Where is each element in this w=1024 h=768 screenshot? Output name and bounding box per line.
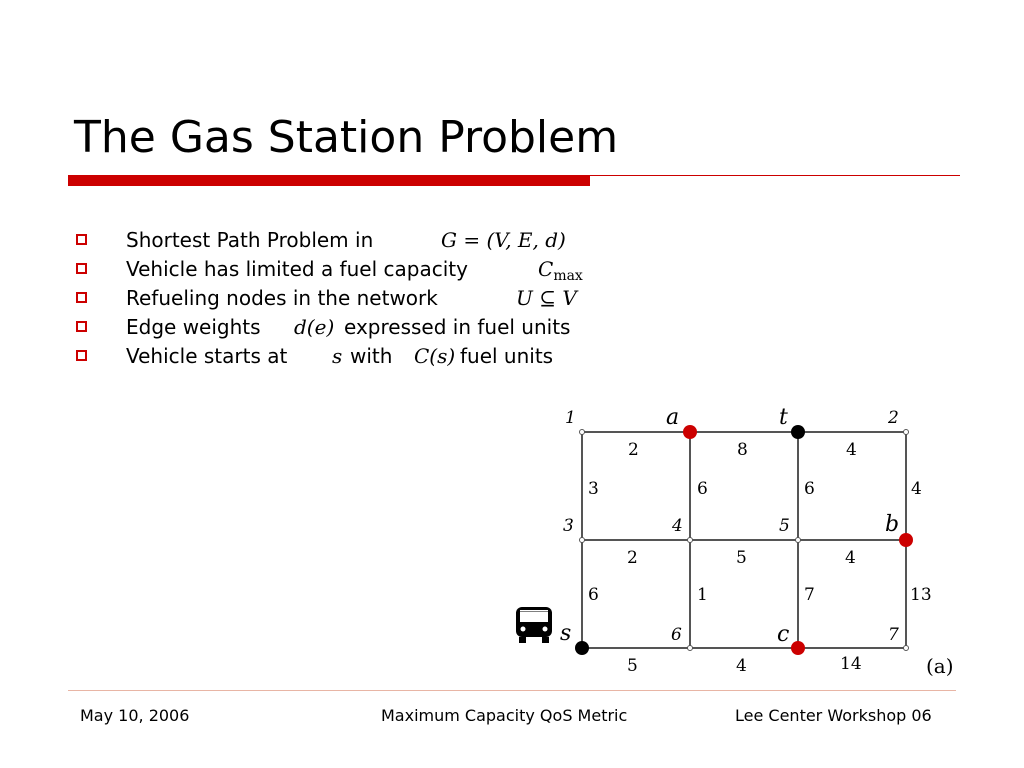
node-label: 3 [563,516,574,536]
bullet-math-main: C [538,257,554,281]
bullet-math-sub: max [553,268,583,284]
source-node-s [575,641,589,655]
bullet-math: U ⊆ V [516,286,577,310]
node-label: 1 [565,408,576,428]
node-label: 7 [888,625,899,645]
edge-weight: 3 [588,479,599,499]
bullet-math: G = (V, E, d) [441,228,566,252]
bullet-math: s [332,344,343,368]
bullet-text: Vehicle has limited a fuel capacity [126,257,468,281]
bullet-text: Vehicle starts at [126,344,288,368]
edge-weight: 6 [588,585,599,605]
footer-rule [68,690,956,691]
graph-node [688,646,693,651]
edge-weight: 4 [845,548,856,568]
refuel-node-b [899,533,913,547]
edge-weight-labels [588,440,932,676]
graph-edges [582,432,906,648]
bullet-math-2: C(s) [414,344,456,368]
footer-date: May 10, 2006 [80,706,190,725]
bullet-text-mid: with [350,344,393,368]
edge-weight: 8 [737,440,748,460]
graph-node [796,538,801,543]
edge-weight: 6 [804,479,815,499]
node-label-b: b [885,512,900,537]
refuel-node-c [791,641,805,655]
target-node-t [791,425,805,439]
edge-weight: 6 [697,479,708,499]
refuel-node-a [683,425,697,439]
edge-weight: 14 [840,654,862,674]
edge-weight: 4 [911,479,922,499]
graph-node [904,646,909,651]
bus-icon [516,607,552,643]
edge-weight: 13 [910,585,932,605]
node-label: 5 [779,516,790,536]
graph-node [580,538,585,543]
bullet-math: d(e) [294,315,335,339]
edge-weight: 7 [804,585,815,605]
edge-weight: 1 [697,585,708,605]
edge-weight: 5 [627,656,638,676]
bullet-text: Shortest Path Problem in [126,228,374,252]
node-label-s: s [560,621,572,646]
figure-caption: (a) [926,654,954,678]
edge-weight: 2 [627,548,638,568]
node-label: 6 [671,625,682,645]
node-label: 4 [672,516,683,536]
node-label-t: t [779,405,788,430]
edge-weight: 4 [846,440,857,460]
footer-event: Lee Center Workshop 06 [735,706,932,725]
graph-node [904,430,909,435]
edge-weight: 4 [736,656,747,676]
slide-title: The Gas Station Problem [74,112,619,163]
bullet-text: Edge weights [126,315,261,339]
graph-node [580,430,585,435]
node-label-a: a [666,405,680,430]
edge-weight: 2 [628,440,639,460]
graph-node [688,538,693,543]
node-label: 2 [888,408,899,428]
bullet-text: Refueling nodes in the network [126,286,438,310]
bullet-text-after: fuel units [460,344,554,368]
node-label-c: c [777,622,790,647]
footer-center-title: Maximum Capacity QoS Metric [381,706,628,725]
bullet-text-after: expressed in fuel units [344,315,571,339]
edge-weight: 5 [736,548,747,568]
